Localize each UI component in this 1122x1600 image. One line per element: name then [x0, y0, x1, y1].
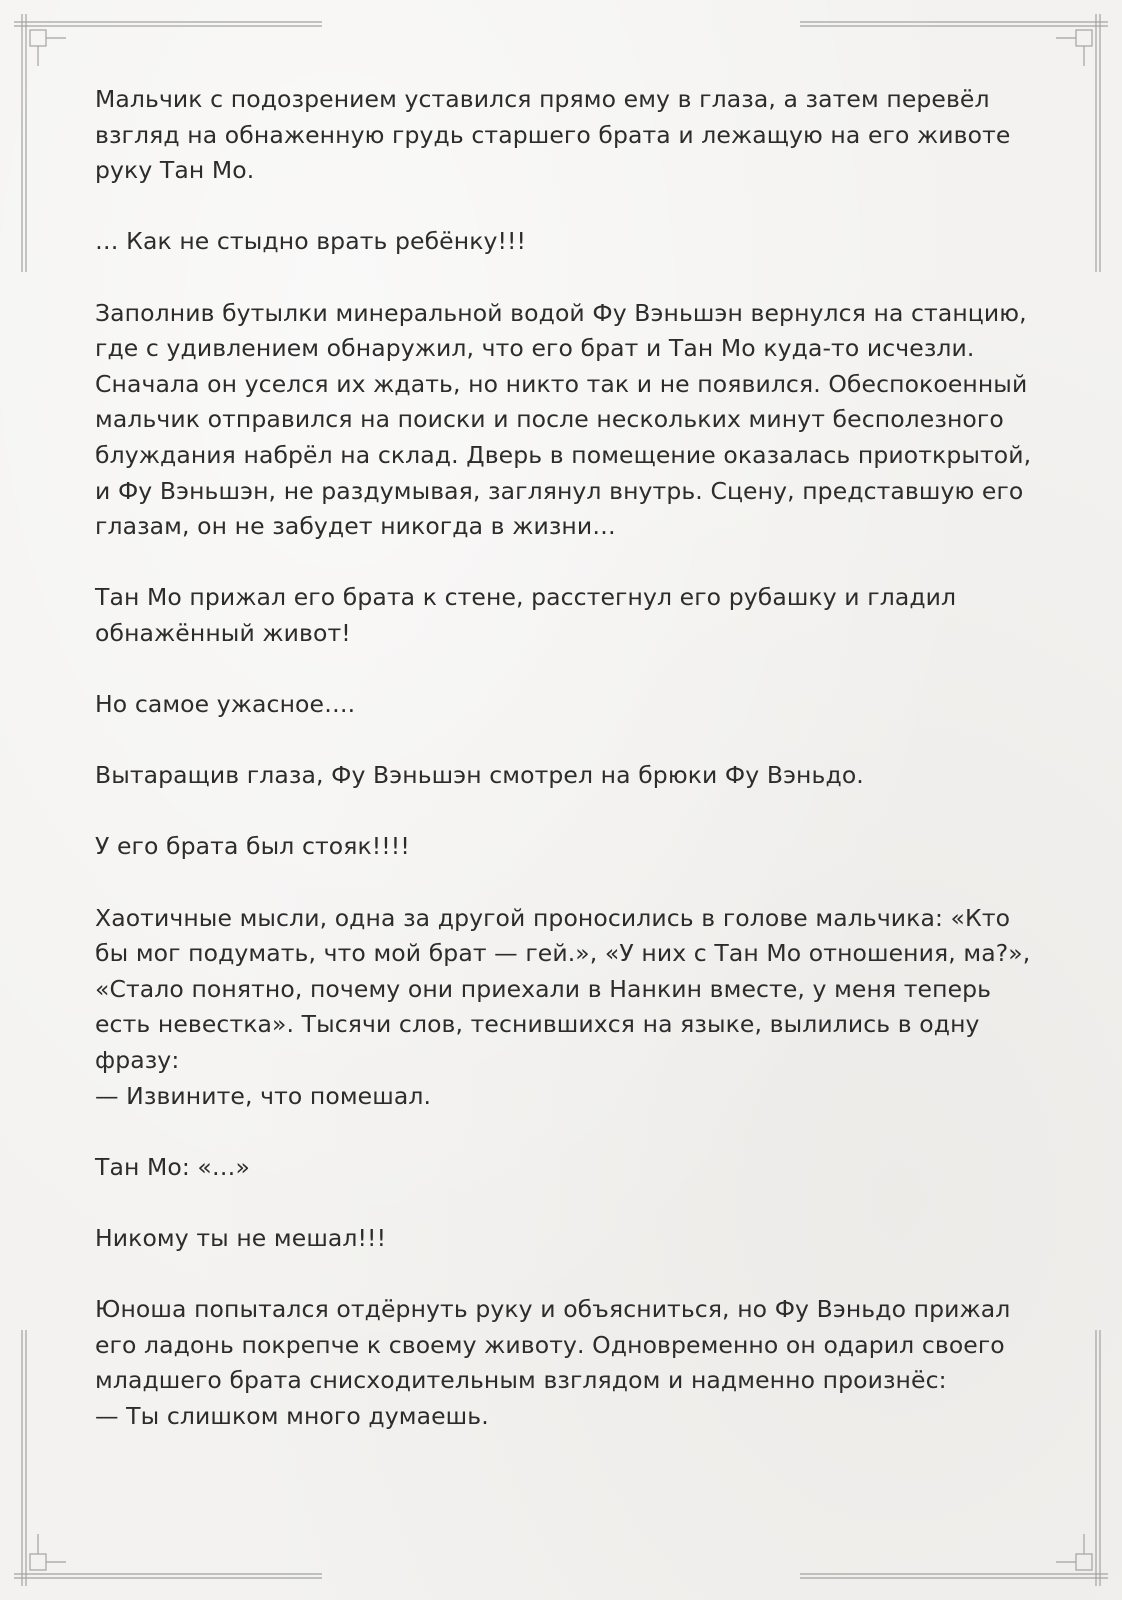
text-line: и Фу Вэньшэн, не раздумывая, заглянул внутрь. Сцену, представшую его [95, 476, 1024, 505]
text-line: Хаотичные мысли, одна за другой проносились в голове мальчика: «Кто [95, 903, 1011, 932]
chapter-text [95, 82, 1035, 1470]
text-line: младшего брата снисходительным взглядом и надменно произнёс: [95, 1366, 947, 1395]
text-line: обнажённый живот! [95, 618, 351, 647]
paragraph [95, 1150, 1035, 1186]
text-line: мальчик отправился на поиски и после нескольких минут бесполезного [95, 405, 1004, 434]
text-line: У его брата был стояк!!!! [95, 832, 410, 861]
paragraph [95, 580, 1035, 651]
text-line: Вытаращив глаза, Фу Вэньшэн смотрел на брюки Фу Вэньдо. [95, 761, 864, 790]
text-line: есть невестка». Тысячи слов, теснившихся на языке, вылились в одну [95, 1010, 980, 1039]
text-line: Заполнив бутылки минеральной водой Фу Вэньшэн вернулся на станцию, [95, 298, 1027, 327]
text-line: Тан Мо прижал его брата к стене, расстегнул его рубашку и гладил [95, 583, 957, 612]
text-line: глазам, он не забудет никогда в жизни… [95, 512, 616, 541]
paragraph [95, 758, 1035, 794]
text-line: фразу: [95, 1046, 180, 1075]
text-line: Сначала он уселся их ждать, но никто так и не появился. Обеспокоенный [95, 369, 1028, 398]
text-line: Тан Мо: «…» [95, 1152, 250, 1181]
paragraph [95, 901, 1035, 1115]
paragraph [95, 1221, 1035, 1257]
paragraph [95, 687, 1035, 723]
text-line: руку Тан Мо. [95, 156, 255, 185]
text-line: блуждания набрёл на склад. Дверь в помещение оказалась приоткрытой, [95, 440, 1032, 469]
paragraph [95, 224, 1035, 260]
paragraph [95, 296, 1035, 545]
text-line: Мальчик с подозрением уставился прямо ему в глаза, а затем перевёл [95, 85, 990, 113]
text-line: Никому ты не мешал!!! [95, 1224, 387, 1252]
paragraph [95, 829, 1035, 865]
text-line: — Ты слишком много думаешь. [95, 1401, 489, 1430]
text-line: где с удивлением обнаружил, что его брат и Тан Мо куда-то исчезли. [95, 334, 975, 363]
paragraph [95, 1292, 1035, 1434]
text-line: Но самое ужасное…. [95, 690, 356, 719]
text-line: Юноша попытался отдёрнуть руку и объясниться, но Фу Вэньдо прижал [95, 1295, 1011, 1324]
text-line: взгляд на обнаженную грудь старшего брата и лежащую на его животе [95, 120, 1011, 149]
text-line: … Как не стыдно врать ребёнку!!! [95, 227, 527, 256]
text-line: его ладонь покрепче к своему животу. Одновременно он одарил своего [95, 1330, 1005, 1359]
text-line: — Извините, что помешал. [95, 1081, 432, 1110]
text-line: «Стало понятно, почему они приехали в Нанкин вместе, у меня теперь [95, 974, 992, 1003]
paragraph [95, 82, 1035, 189]
text-line: бы мог подумать, что мой брат — гей.», «У них с Тан Мо отношения, ма?», [95, 939, 1031, 968]
